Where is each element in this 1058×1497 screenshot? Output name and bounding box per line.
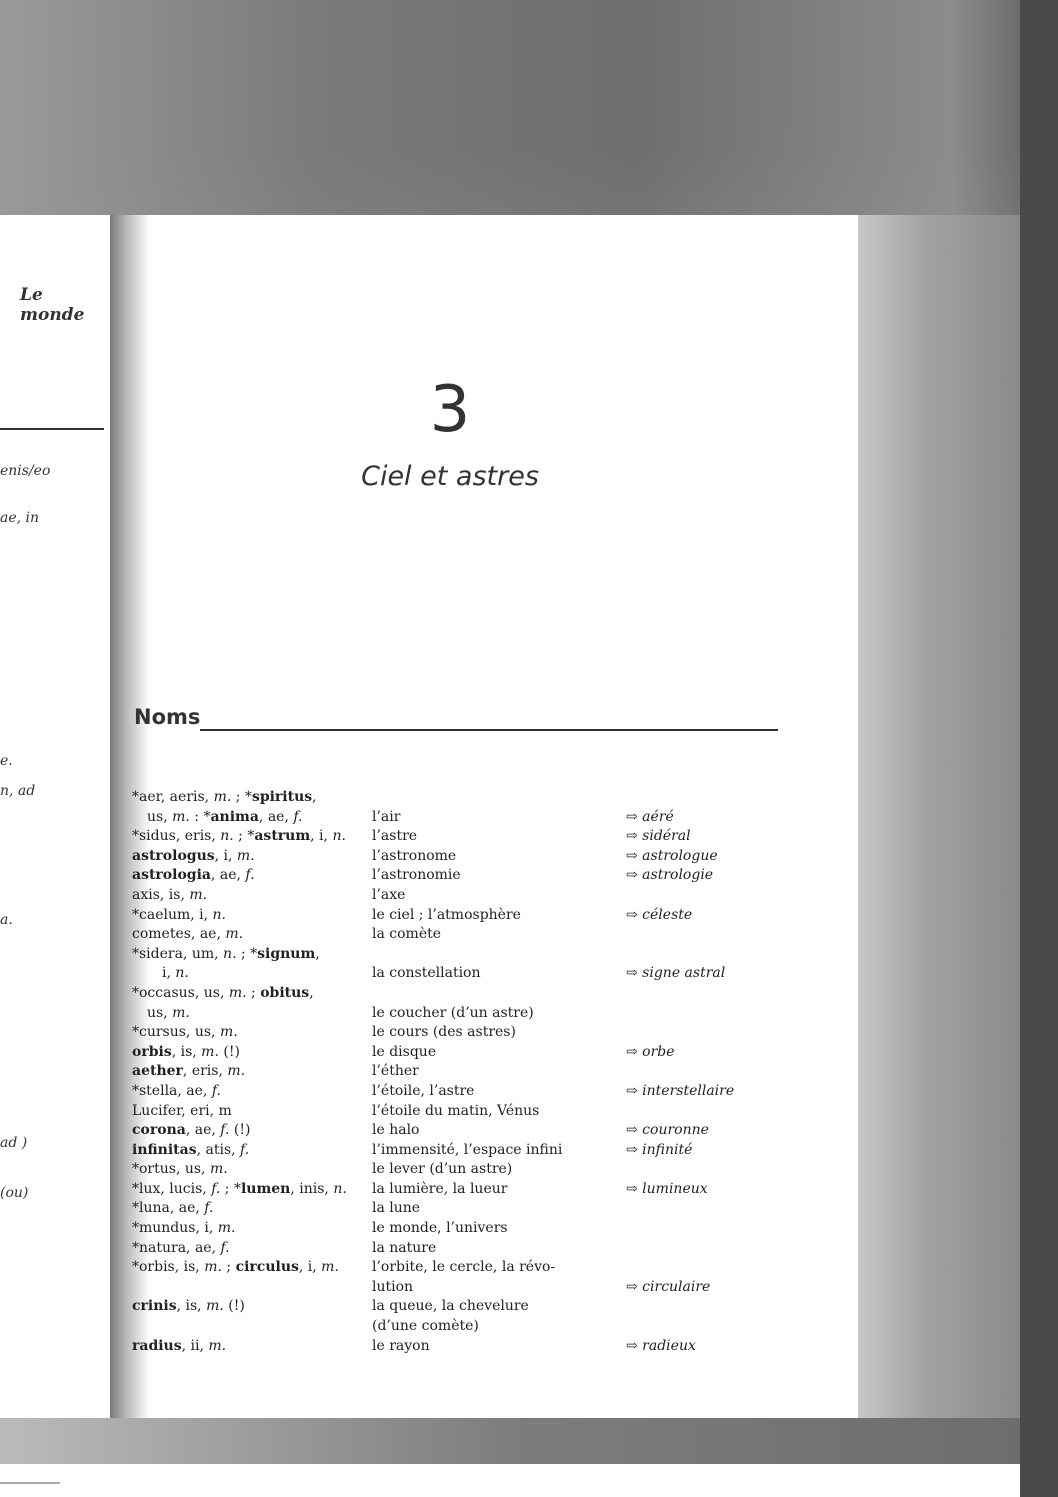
vocab-line [110, 1160, 858, 1180]
vocab-entry [110, 1258, 858, 1297]
french-translation: le lever (d’un astre) [372, 1161, 513, 1178]
french-derivative: ⇨ lumineux [626, 1180, 708, 1197]
latin-term: orbis, is, m. (!) [132, 1043, 240, 1060]
french-derivative: ⇨ radieux [626, 1337, 696, 1354]
vocab-line [110, 984, 858, 1004]
french-translation: l’axe [372, 886, 406, 903]
vocab-line [110, 1297, 858, 1317]
vocab-entry [110, 1180, 858, 1200]
french-translation: le ciel ; l’atmosphère [372, 906, 521, 923]
vocab-line [110, 1102, 858, 1122]
french-derivative: ⇨ aéré [626, 808, 674, 825]
left-running-head: Le monde [20, 285, 85, 325]
vocab-line [110, 1337, 858, 1357]
latin-term: *sidus, eris, n. ; *astrum, i, n. [132, 828, 346, 845]
french-derivative: ⇨ sidéral [626, 828, 691, 845]
latin-term: *natura, ae, f. [132, 1239, 230, 1256]
french-translation: la lumière, la lueur [372, 1180, 508, 1197]
french-translation: l’orbite, le cercle, la révo- [372, 1259, 556, 1276]
french-translation: l’astre [372, 828, 418, 845]
vocab-entry [110, 1121, 858, 1141]
french-translation: la nature [372, 1239, 437, 1256]
vocab-line [110, 1199, 858, 1219]
latin-term: *mundus, i, m. [132, 1220, 236, 1237]
vocab-line [110, 1141, 858, 1161]
vocab-line [110, 906, 858, 926]
french-derivative: ⇨ interstellaire [626, 1082, 735, 1099]
french-translation: le cours (des astres) [372, 1024, 516, 1041]
latin-term: aether, eris, m. [132, 1063, 246, 1080]
vocab-line [110, 1278, 858, 1298]
vocab-line [110, 925, 858, 945]
vocab-entry [110, 886, 858, 906]
chapter-title: Ciel et astres [361, 461, 539, 492]
vocab-line [110, 1317, 858, 1337]
french-translation: l’astronomie [372, 867, 461, 884]
french-derivative: ⇨ astrologie [626, 867, 714, 884]
french-translation: (d’une comète) [372, 1318, 479, 1335]
vocab-line [110, 1082, 858, 1102]
vocab-entry [110, 1297, 858, 1336]
french-translation: la queue, la chevelure [372, 1298, 529, 1315]
french-derivative: ⇨ céleste [626, 906, 693, 923]
vocab-line [110, 1062, 858, 1082]
vocab-line [110, 1219, 858, 1239]
vocab-line [110, 847, 858, 867]
left-page-fragment: enis/eo [0, 463, 51, 479]
latin-term: cometes, ae, m. [132, 926, 244, 943]
french-translation: lution [372, 1278, 414, 1295]
french-derivative: ⇨ signe astral [626, 965, 726, 982]
latin-term: *aer, aeris, m. ; *spiritus, [132, 789, 317, 805]
french-translation: le halo [372, 1122, 420, 1139]
latin-term: radius, ii, m. [132, 1337, 227, 1354]
latin-term: us, m. : *anima, ae, f. [147, 808, 303, 825]
french-translation: l’étoile du matin, Vénus [372, 1102, 540, 1119]
french-derivative: ⇨ infinité [626, 1141, 693, 1158]
latin-term: *lux, lucis, f. ; *lumen, inis, n. [132, 1180, 347, 1197]
french-translation: le disque [372, 1043, 437, 1060]
vocab-entry [110, 1199, 858, 1219]
left-page-fragment: e. [0, 753, 13, 769]
vocab-entry [110, 906, 858, 926]
left-page-fragment: n, ad [0, 783, 36, 799]
french-translation: le monde, l’univers [372, 1220, 508, 1237]
french-translation: la comète [372, 926, 442, 943]
vocab-line [110, 1121, 858, 1141]
latin-term: *caelum, i, n. [132, 906, 226, 923]
latin-term: *stella, ae, f. [132, 1082, 221, 1099]
latin-term: infinitas, atis, f. [132, 1141, 250, 1158]
vocab-line [110, 1258, 858, 1278]
vocab-entry [110, 1160, 858, 1180]
vocab-line [110, 808, 858, 828]
latin-term: Lucifer, eri, m [132, 1102, 232, 1119]
scan-margin-bottom [0, 1464, 1020, 1497]
french-translation: le rayon [372, 1337, 430, 1354]
vocab-entry [110, 1141, 858, 1161]
vocab-entry [110, 1023, 858, 1043]
latin-term: *sidera, um, n. ; *signum, [132, 945, 320, 962]
section-rule [200, 729, 778, 731]
latin-term: crinis, is, m. (!) [132, 1298, 245, 1315]
french-derivative: ⇨ circulaire [626, 1278, 711, 1295]
latin-term: *cursus, us, m. [132, 1024, 238, 1041]
vocab-entry [110, 1082, 858, 1102]
french-translation: l’immensité, l’espace infini [372, 1141, 563, 1158]
left-page-fragment: ad ) [0, 1135, 28, 1151]
french-translation: la lune [372, 1200, 421, 1217]
latin-term: *occasus, us, m. ; obitus, [132, 984, 314, 1001]
scan-shadow [0, 150, 1058, 215]
vocab-entry [110, 847, 858, 867]
french-translation: le coucher (d’un astre) [372, 1004, 534, 1021]
vocab-line [110, 827, 858, 847]
vocab-entry [110, 1102, 858, 1122]
vocab-line [110, 866, 858, 886]
vocab-line [110, 1023, 858, 1043]
vocab-line [110, 1004, 858, 1024]
scan-edge-strip [1020, 0, 1058, 1497]
vocab-entry [110, 1219, 858, 1239]
french-derivative: ⇨ couronne [626, 1122, 709, 1139]
book-page [110, 215, 858, 1418]
latin-term: *luna, ae, f. [132, 1200, 214, 1217]
french-translation: l’astronome [372, 847, 457, 864]
french-derivative: ⇨ orbe [626, 1043, 675, 1060]
left-page-fragment: (ou) [0, 1185, 29, 1201]
left-section-rule [0, 428, 104, 430]
vocab-line [110, 964, 858, 984]
latin-term: i, n. [162, 965, 189, 982]
latin-term: axis, is, m. [132, 886, 208, 903]
vocab-entry [110, 788, 858, 827]
vocab-entry [110, 925, 858, 945]
latin-term: *orbis, is, m. ; circulus, i, m. [132, 1259, 339, 1276]
vocab-entry [110, 984, 858, 1023]
vocab-entry [110, 866, 858, 886]
vocab-entry [110, 1239, 858, 1259]
vocab-line [110, 788, 858, 808]
vocab-entry [110, 1043, 858, 1063]
left-page-fragment: a. [0, 912, 13, 928]
scan-artifact-line [0, 1482, 60, 1484]
french-translation: l’éther [372, 1063, 419, 1080]
vocab-line [110, 1043, 858, 1063]
vocab-line [110, 886, 858, 906]
vocab-entry [110, 1062, 858, 1082]
french-derivative: ⇨ astrologue [626, 847, 718, 864]
latin-term: corona, ae, f. (!) [132, 1122, 251, 1139]
scan-background-bottom [0, 1418, 1020, 1464]
scan-background-right [858, 215, 1020, 1427]
vocab-line [110, 945, 858, 965]
chapter-number: 3 [429, 373, 471, 447]
vocab-line [110, 1239, 858, 1259]
vocab-entry [110, 945, 858, 984]
latin-term: astrologus, i, m. [132, 847, 255, 864]
underlying-left-page [0, 215, 110, 1418]
vocab-entry [110, 1337, 858, 1357]
latin-term: us, m. [147, 1004, 190, 1021]
french-translation: la constellation [372, 965, 481, 982]
latin-term: *ortus, us, m. [132, 1161, 228, 1178]
french-translation: l’étoile, l’astre [372, 1082, 475, 1099]
left-page-fragment: ae, in [0, 510, 40, 526]
latin-term: astrologia, ae, f. [132, 867, 255, 884]
vocab-entry [110, 827, 858, 847]
vocabulary-list [110, 788, 858, 1356]
french-translation: l’air [372, 808, 401, 825]
section-heading: Noms [134, 705, 201, 729]
vocab-line [110, 1180, 858, 1200]
